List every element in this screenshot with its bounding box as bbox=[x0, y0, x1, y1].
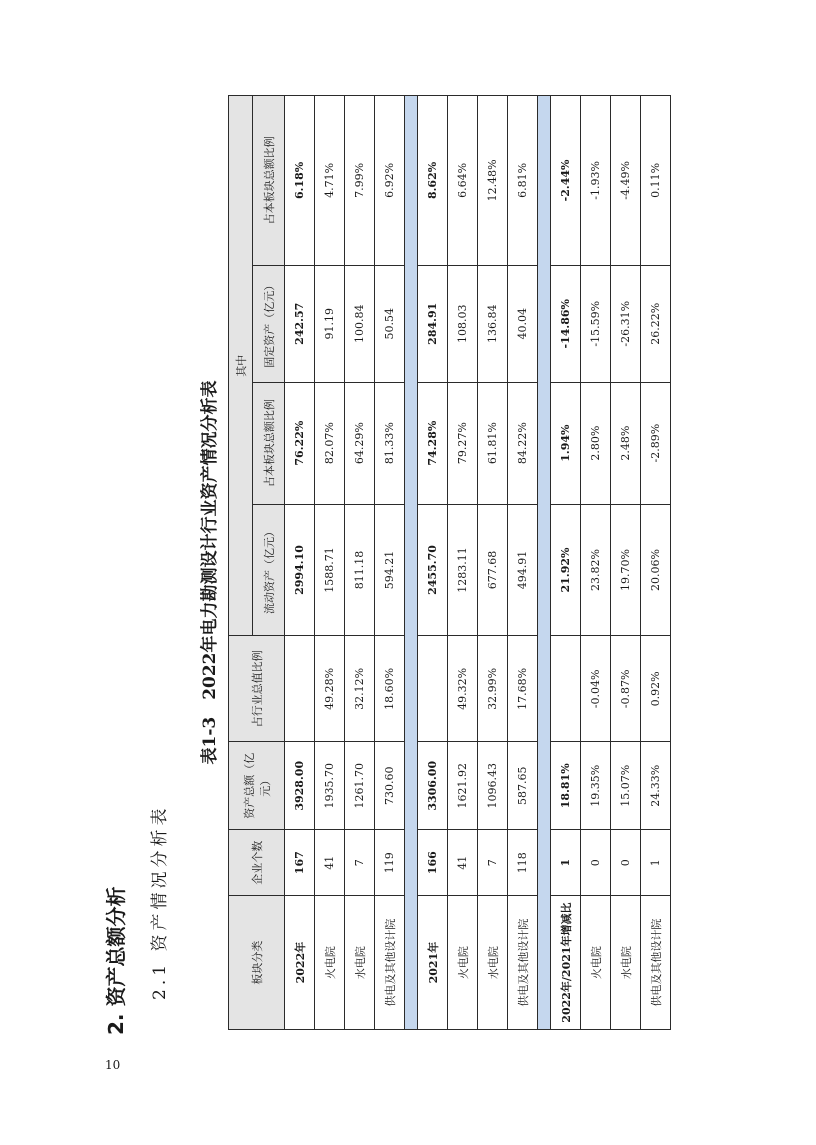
cell-fixed: 91.19 bbox=[315, 265, 345, 382]
table-row bbox=[478, 96, 508, 1030]
cell-current-pct: 82.07% bbox=[315, 382, 345, 504]
cell-category: 供电及其他设计院 bbox=[508, 896, 538, 1030]
cell-total: 1935.70 bbox=[315, 742, 345, 830]
cell-fixed: -15.59% bbox=[581, 265, 611, 382]
cell-share: 49.28% bbox=[315, 636, 345, 742]
cell-fixed: -26.31% bbox=[611, 265, 641, 382]
cell-count: 7 bbox=[478, 830, 508, 896]
cell-total: 587.65 bbox=[508, 742, 538, 830]
cell-count: 1 bbox=[641, 830, 671, 896]
cell-total: 1096.43 bbox=[478, 742, 508, 830]
cell-category: 2022年 bbox=[285, 896, 315, 1030]
cell-fixed-pct: 4.71% bbox=[315, 96, 345, 266]
cell-fixed-pct: 6.81% bbox=[508, 96, 538, 266]
cell-total: 3306.00 bbox=[418, 742, 448, 830]
cell-current-pct: 76.22% bbox=[285, 382, 315, 504]
cell-share: 0.92% bbox=[641, 636, 671, 742]
cell-total: 15.07% bbox=[611, 742, 641, 830]
cell-category: 水电院 bbox=[478, 896, 508, 1030]
cell-category: 水电院 bbox=[345, 896, 375, 1030]
cell-fixed: 108.03 bbox=[448, 265, 478, 382]
cell-total: 1621.92 bbox=[448, 742, 478, 830]
header-current-share: 占本板块总额比例 bbox=[253, 382, 285, 504]
cell-share: 18.60% bbox=[375, 636, 405, 742]
table-row bbox=[375, 96, 405, 1030]
cell-fixed-pct: -1.93% bbox=[581, 96, 611, 266]
cell-count: 0 bbox=[611, 830, 641, 896]
cell-category: 火电院 bbox=[448, 896, 478, 1030]
cell-fixed: 100.84 bbox=[345, 265, 375, 382]
cell-count: 0 bbox=[581, 830, 611, 896]
cell-fixed: 26.22% bbox=[641, 265, 671, 382]
table-spacer-row bbox=[538, 96, 551, 1030]
header-industry-share: 占行业总值比例 bbox=[229, 636, 285, 742]
cell-share: -0.87% bbox=[611, 636, 641, 742]
cell-current: 23.82% bbox=[581, 504, 611, 636]
cell-current: 1588.71 bbox=[315, 504, 345, 636]
cell-current: 811.18 bbox=[345, 504, 375, 636]
header-fixed-assets: 固定资产（亿元） bbox=[253, 265, 285, 382]
cell-count: 7 bbox=[345, 830, 375, 896]
cell-current-pct: 81.33% bbox=[375, 382, 405, 504]
cell-total: 3928.00 bbox=[285, 742, 315, 830]
cell-count: 166 bbox=[418, 830, 448, 896]
cell-current-pct: 79.27% bbox=[448, 382, 478, 504]
cell-current: 21.92% bbox=[551, 504, 581, 636]
cell-fixed-pct: 6.18% bbox=[285, 96, 315, 266]
cell-count: 41 bbox=[315, 830, 345, 896]
cell-fixed-pct: 8.62% bbox=[418, 96, 448, 266]
cell-count: 41 bbox=[448, 830, 478, 896]
table-row bbox=[641, 96, 671, 1030]
cell-share: 32.99% bbox=[478, 636, 508, 742]
section-title: 2. 资产总额分析 bbox=[104, 886, 128, 1035]
cell-current-pct: 64.29% bbox=[345, 382, 375, 504]
cell-share bbox=[285, 636, 315, 742]
cell-share: 32.12% bbox=[345, 636, 375, 742]
cell-current-pct: 74.28% bbox=[418, 382, 448, 504]
cell-current: 1283.11 bbox=[448, 504, 478, 636]
cell-total: 19.35% bbox=[581, 742, 611, 830]
cell-current-pct: 1.94% bbox=[551, 382, 581, 504]
table-row bbox=[285, 96, 315, 1030]
cell-category: 2021年 bbox=[418, 896, 448, 1030]
cell-category: 火电院 bbox=[315, 896, 345, 1030]
cell-current: 20.06% bbox=[641, 504, 671, 636]
cell-category: 供电及其他设计院 bbox=[375, 896, 405, 1030]
cell-count: 167 bbox=[285, 830, 315, 896]
header-count: 企业个数 bbox=[229, 830, 285, 896]
cell-share: 49.32% bbox=[448, 636, 478, 742]
cell-total: 18.81% bbox=[551, 742, 581, 830]
cell-total: 1261.70 bbox=[345, 742, 375, 830]
table-row bbox=[448, 96, 478, 1030]
section-subtitle: 2.1 资产情况分析表 bbox=[150, 804, 170, 1000]
cell-fixed-pct: 6.92% bbox=[375, 96, 405, 266]
cell-fixed-pct: -4.49% bbox=[611, 96, 641, 266]
cell-count: 119 bbox=[375, 830, 405, 896]
cell-current-pct: 61.81% bbox=[478, 382, 508, 504]
cell-fixed-pct: 6.64% bbox=[448, 96, 478, 266]
table-row bbox=[581, 96, 611, 1030]
cell-count: 1 bbox=[551, 830, 581, 896]
header-fixed-share: 占本板块总额比例 bbox=[253, 96, 285, 266]
cell-current-pct: -2.89% bbox=[641, 382, 671, 504]
table-row bbox=[315, 96, 345, 1030]
cell-total: 24.33% bbox=[641, 742, 671, 830]
cell-category: 水电院 bbox=[611, 896, 641, 1030]
table-row bbox=[418, 96, 448, 1030]
cell-fixed: -14.86% bbox=[551, 265, 581, 382]
cell-fixed: 50.54 bbox=[375, 265, 405, 382]
cell-fixed-pct: -2.44% bbox=[551, 96, 581, 266]
table-spacer-row bbox=[405, 96, 418, 1030]
cell-current: 19.70% bbox=[611, 504, 641, 636]
cell-current-pct: 84.22% bbox=[508, 382, 538, 504]
table-row bbox=[551, 96, 581, 1030]
cell-fixed: 242.57 bbox=[285, 265, 315, 382]
cell-fixed: 40.04 bbox=[508, 265, 538, 382]
cell-category: 供电及其他设计院 bbox=[641, 896, 671, 1030]
cell-current: 494.91 bbox=[508, 504, 538, 636]
cell-total: 730.60 bbox=[375, 742, 405, 830]
cell-fixed: 284.91 bbox=[418, 265, 448, 382]
cell-fixed-pct: 0.11% bbox=[641, 96, 671, 266]
cell-share bbox=[551, 636, 581, 742]
header-current-assets: 流动资产（亿元） bbox=[253, 504, 285, 636]
cell-share: 17.68% bbox=[508, 636, 538, 742]
asset-analysis-table bbox=[228, 95, 671, 1030]
cell-current: 2994.10 bbox=[285, 504, 315, 636]
cell-current: 594.21 bbox=[375, 504, 405, 636]
cell-fixed-pct: 7.99% bbox=[345, 96, 375, 266]
table-row bbox=[345, 96, 375, 1030]
cell-fixed: 136.84 bbox=[478, 265, 508, 382]
table-row bbox=[611, 96, 641, 1030]
table-row bbox=[508, 96, 538, 1030]
header-of-which: 其中 bbox=[229, 96, 253, 636]
cell-category: 2022年/2021年增减比 bbox=[551, 896, 581, 1030]
cell-count: 118 bbox=[508, 830, 538, 896]
page-number: 10 bbox=[105, 1058, 121, 1072]
cell-fixed-pct: 12.48% bbox=[478, 96, 508, 266]
cell-current: 2455.70 bbox=[418, 504, 448, 636]
header-category: 板块分类 bbox=[229, 896, 285, 1030]
cell-share: -0.04% bbox=[581, 636, 611, 742]
cell-current-pct: 2.48% bbox=[611, 382, 641, 504]
cell-share bbox=[418, 636, 448, 742]
header-total-assets: 资产总额（亿元） bbox=[229, 742, 285, 830]
table-caption: 表1-3 2022年电力勘测设计行业资产情况分析表 bbox=[200, 380, 220, 765]
cell-current: 677.68 bbox=[478, 504, 508, 636]
cell-category: 火电院 bbox=[581, 896, 611, 1030]
cell-current-pct: 2.80% bbox=[581, 382, 611, 504]
